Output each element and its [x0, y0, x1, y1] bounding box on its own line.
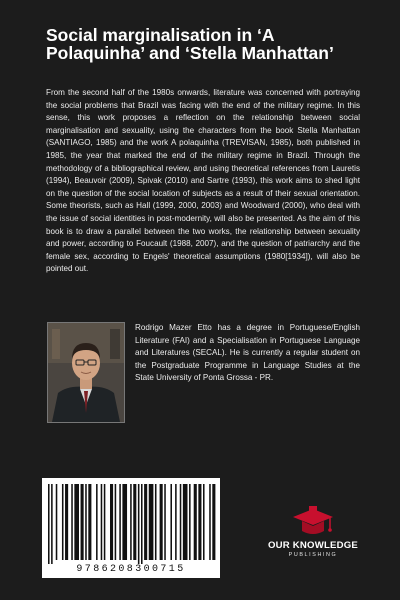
barcode-bar [48, 484, 50, 564]
author-portrait-image [48, 323, 124, 422]
barcode-bar [141, 484, 143, 564]
barcode-bar [119, 484, 121, 560]
barcode-bar [138, 484, 140, 564]
barcode-bar [74, 484, 79, 560]
barcode-bar [88, 484, 91, 560]
barcode-bar [101, 484, 103, 560]
barcode-bar [144, 484, 147, 560]
barcode-bar [203, 484, 205, 560]
graduation-cap-icon [291, 505, 335, 539]
barcode-bar [104, 484, 106, 560]
publisher-name: OUR KNOWLEDGE [267, 540, 358, 551]
isbn-barcode [42, 478, 220, 578]
barcode-bar [194, 484, 197, 560]
barcode-bar [62, 484, 64, 560]
barcode-bar [164, 484, 166, 560]
book-abstract: From the second half of the 1980s onwards, literature was concerned with portraying the social problems that Brazil was facing with the end of the military regime. In this sense, this work proposes a reflection on the relationship between social marginalisation and sexuality, using the characters from the book Stella Manhattan (SANTIAGO, 1985) and the work A polaquinha (TREVISAN, 1985), both published in 1985, the year that marked the end of the military regime in Brazil. Through the methodology of a bibliographical review, and using theoretical references from Lauretis (1994), Beauvoir (2009), Spivak (2010) and Sartre (1993), this work aims to shed light on the question of the social location of subjects as a result of their sexual orientation. Some theorists, such as Hall (1999, 2000, 2003) and Woodward (2000), who deal with the issue of social identities in post-modernity, will also be presented. As the aim of this book is to draw a parallel between the two works, the relationship between sexuality and power, according to Foucault (1988, 2007), and the question of patriarchy and the female sex, according to Engels' theoretical assumptions (1980[1934]), will also be pointed out. [46, 88, 360, 274]
barcode-bar [51, 484, 53, 564]
barcode-bar [85, 484, 87, 560]
book-title: Social marginalisation in ‘A Polaquinha’ and ‘Stella Manhattan’ [46, 25, 334, 63]
barcode-bar [209, 484, 211, 560]
isbn-digits: 9786208300715 [76, 564, 186, 575]
barcode-bar [175, 484, 177, 560]
barcode-bar [115, 484, 117, 560]
barcode-bar [183, 484, 188, 560]
barcode-bar [189, 484, 191, 560]
author-bio: Rodrigo Mazer Etto has a degree in Portuguese/English Literature (FAI) and a Specialisation in Portuguese Language and Literatures (SECAL). He is currently a regular student on the Postgraduate Programme in Language Studies at the State University of Ponta Grossa - PR. [135, 323, 360, 383]
barcode-bar [81, 484, 84, 560]
barcode-bar [160, 484, 163, 560]
barcode-bars [42, 478, 220, 564]
barcode-bar [130, 484, 132, 560]
barcode-bar [133, 484, 136, 560]
barcode-bar [56, 484, 58, 560]
publisher-logo [258, 505, 368, 558]
barcode-bar [180, 484, 182, 560]
barcode-bar [96, 484, 98, 560]
barcode-bar [198, 484, 201, 560]
barcode-bar [149, 484, 154, 560]
author-photo [47, 322, 125, 423]
barcode-bar [71, 484, 73, 560]
barcode-bar [155, 484, 157, 560]
barcode-bar [65, 484, 68, 560]
publisher-subtitle: PUBLISHING [288, 552, 338, 558]
barcode-bar [212, 484, 215, 560]
barcode-bar [110, 484, 113, 560]
barcode-bar [170, 484, 172, 560]
barcode-bar [122, 484, 127, 560]
